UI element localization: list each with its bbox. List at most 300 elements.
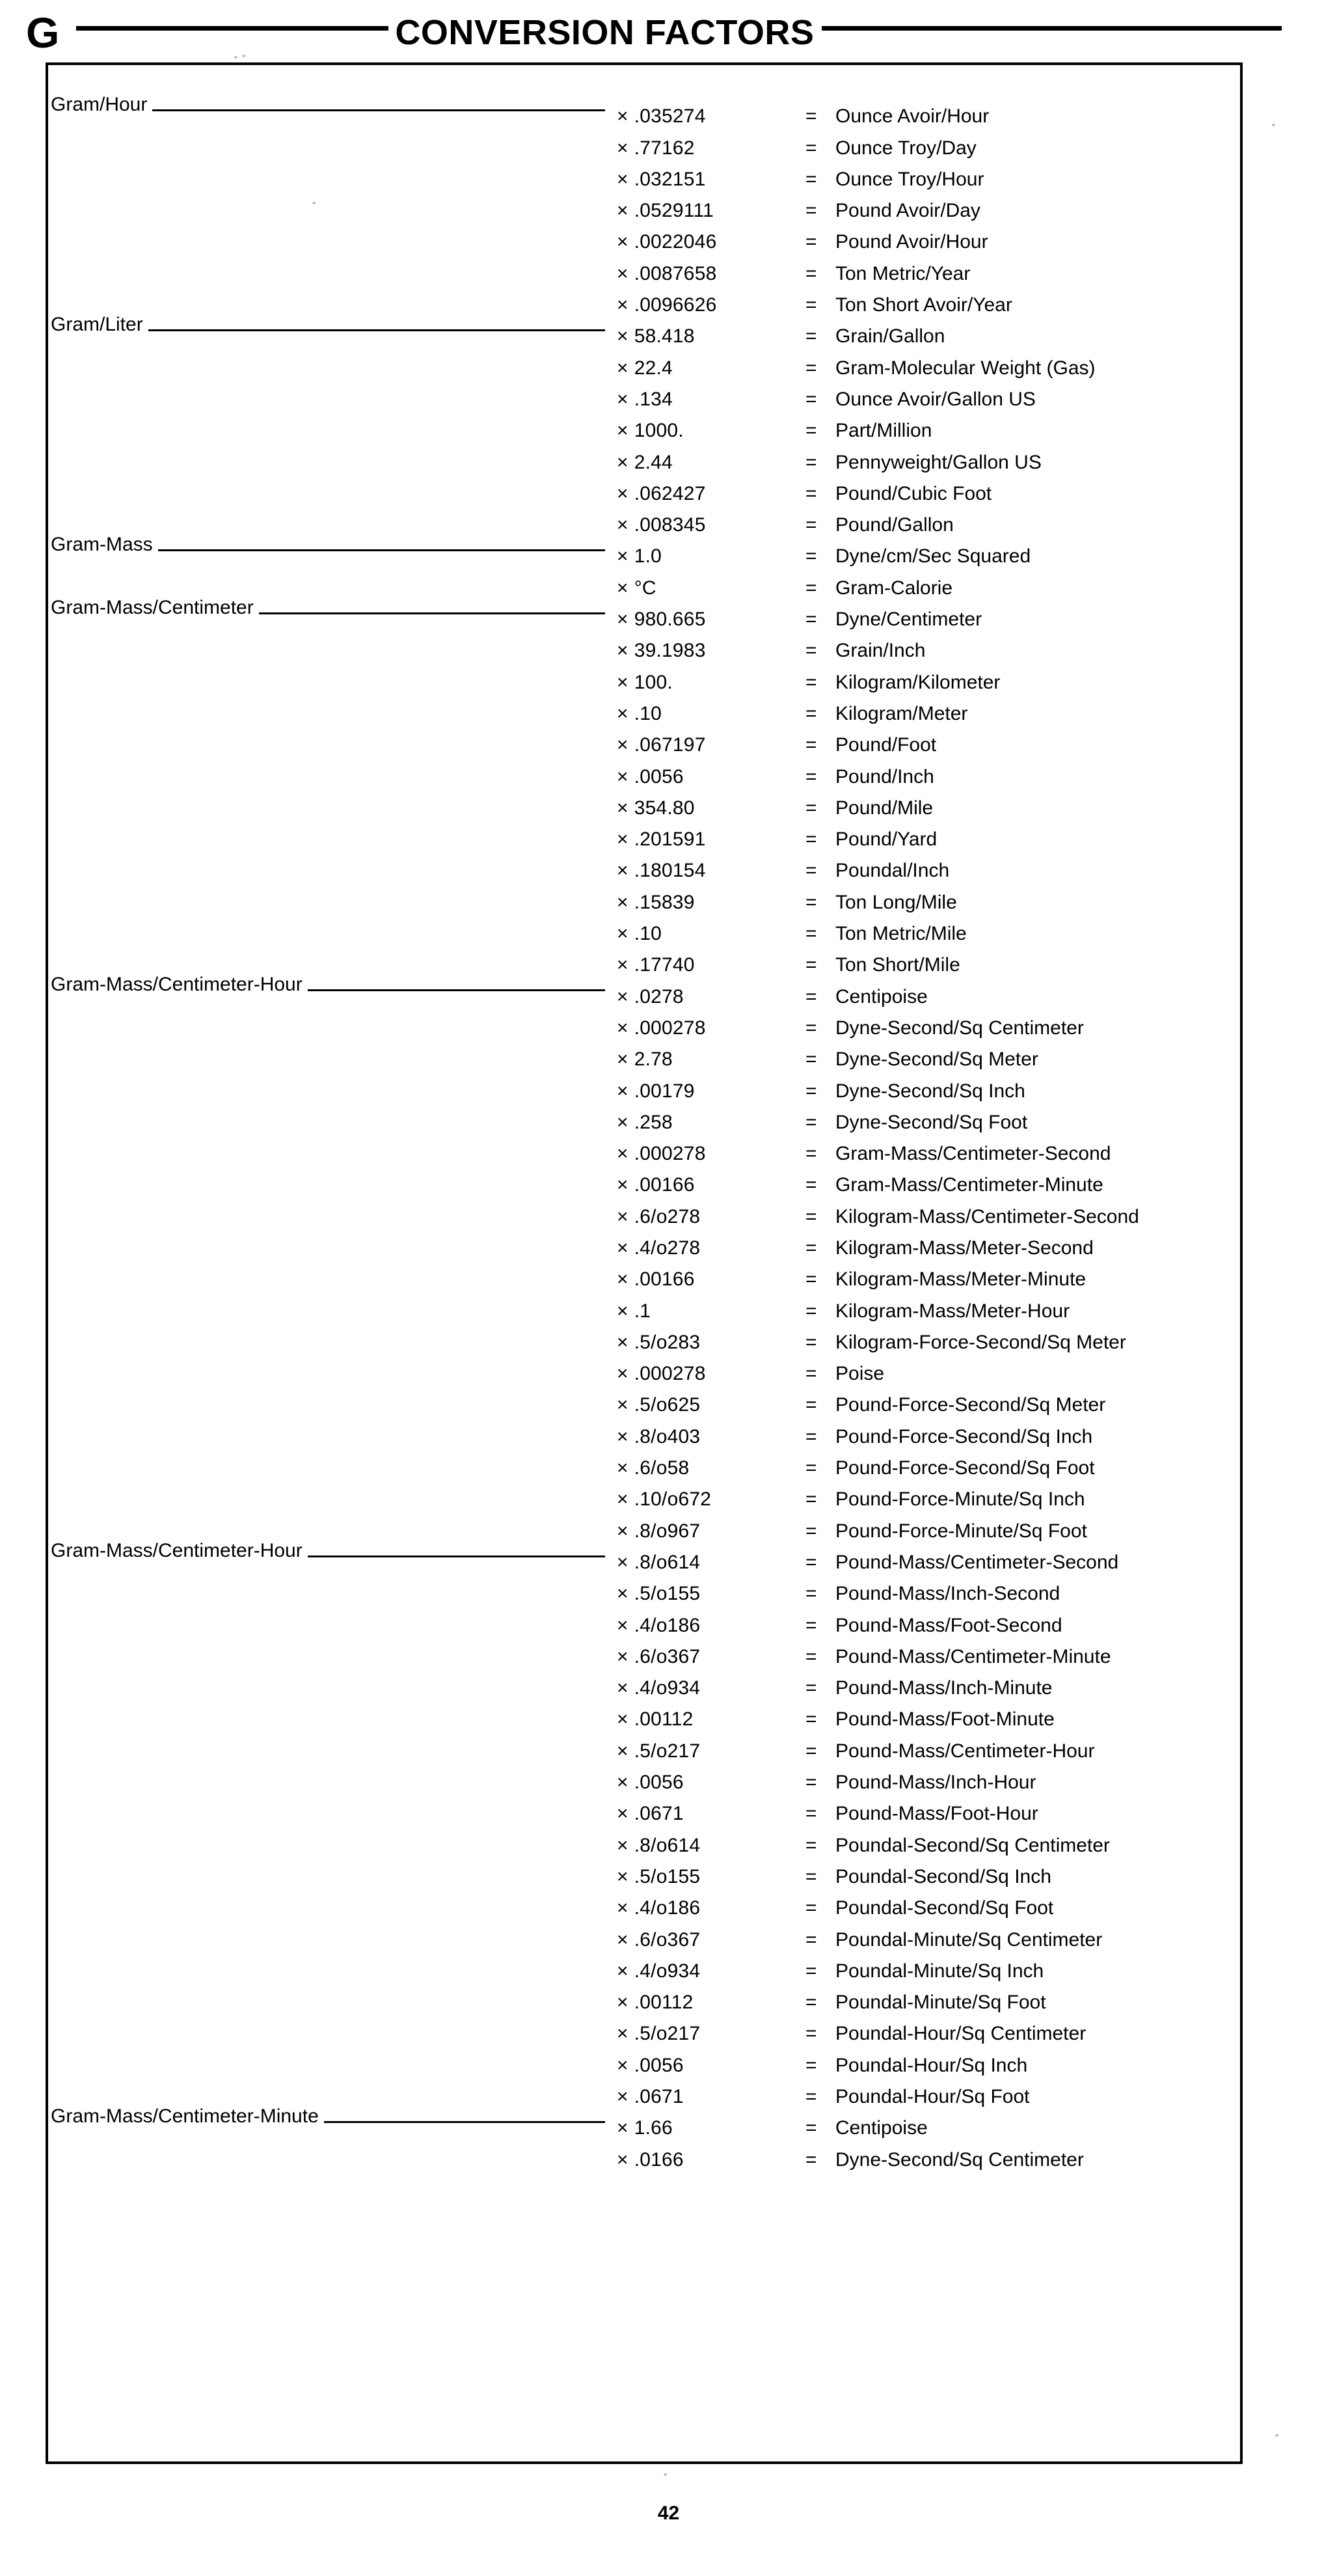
multiply-symbol: × (617, 1614, 628, 1636)
factor-cell (617, 1268, 805, 1291)
factor-value: .4/o186 (634, 1897, 701, 1919)
multiply-symbol: × (617, 294, 628, 316)
to-unit-label: Grain/Gallon (835, 325, 945, 348)
factor-value: .0056 (634, 2054, 684, 2076)
equals-symbol: = (805, 168, 817, 190)
multiply-symbol: × (617, 1520, 628, 1542)
equals-symbol: = (805, 923, 817, 945)
from-unit-cell (51, 1380, 617, 1411)
from-unit-cell (51, 1223, 617, 1254)
factor-value: .4/o186 (634, 1614, 701, 1636)
factor-cell (617, 797, 805, 819)
table-row (51, 91, 1241, 128)
to-unit-label: Pound/Cubic Foot (835, 482, 992, 504)
factor-cell (617, 294, 805, 316)
from-unit-cell (51, 1946, 617, 1977)
factor-value: .77162 (634, 137, 695, 159)
factor-value: .17740 (634, 954, 695, 976)
equals-symbol: = (805, 1960, 817, 1982)
to-unit-label: Pennyweight/Gallon US (835, 451, 1042, 473)
multiply-symbol: × (617, 1111, 628, 1133)
equals-symbol: = (805, 954, 817, 976)
equals-symbol: = (805, 1363, 817, 1385)
from-unit-cell (51, 1129, 617, 1160)
equals-symbol: = (805, 1677, 817, 1699)
from-unit-cell (51, 1537, 617, 1569)
equals-symbol: = (805, 1928, 817, 1951)
equals-symbol: = (805, 2054, 817, 2076)
multiply-symbol: × (617, 545, 628, 568)
factor-cell (617, 1615, 805, 1637)
from-unit-cell (51, 154, 617, 185)
factor-cell (617, 263, 805, 285)
from-unit-cell (51, 1977, 617, 2008)
from-unit-label: Gram/Liter (51, 314, 148, 336)
factor-cell (617, 609, 805, 631)
factor-value: .0056 (634, 765, 684, 788)
factor-value: .00112 (634, 1708, 694, 1731)
multiply-symbol: × (617, 420, 628, 442)
to-unit-label: Pound Avoir/Hour (835, 231, 988, 253)
equals-symbol: = (805, 1331, 817, 1353)
equals-symbol: = (805, 1048, 817, 1071)
factor-value: .6/o58 (634, 1457, 690, 1479)
from-unit-cell (51, 342, 617, 374)
from-unit-label: Gram-Mass (51, 534, 158, 556)
factor-cell (617, 169, 805, 191)
factor-cell (617, 860, 805, 882)
multiply-symbol: × (617, 829, 628, 851)
from-unit-cell (51, 469, 617, 500)
to-unit-label: Centipoise (835, 2117, 928, 2139)
multiply-symbol: × (617, 325, 628, 348)
factor-value: .0087658 (634, 262, 717, 284)
from-unit-cell (51, 751, 617, 782)
equals-symbol: = (805, 1897, 817, 1919)
factor-value: .5/o155 (634, 1865, 701, 1887)
from-unit-label: Gram-Mass/Centimeter (51, 597, 259, 619)
page-header (26, 5, 1282, 60)
to-unit-label: Ounce Troy/Hour (835, 168, 984, 190)
from-unit-cell (51, 1474, 617, 1505)
factor-cell (617, 1866, 805, 1888)
page-number: 42 (657, 2502, 680, 2524)
to-unit-label: Ton Short/Mile (835, 954, 960, 976)
factor-cell (617, 2149, 805, 2171)
equals-symbol: = (805, 1992, 817, 2014)
factor-value: .201591 (634, 829, 706, 851)
factor-cell (617, 829, 805, 851)
multiply-symbol: × (617, 2054, 628, 2076)
factor-value: .134 (634, 388, 673, 410)
equals-symbol: = (805, 702, 817, 724)
factor-value: .5/o217 (634, 1740, 701, 1762)
factor-cell (617, 1457, 805, 1479)
equals-symbol: = (805, 2148, 817, 2171)
equals-symbol: = (805, 357, 817, 379)
from-unit-cell (51, 1411, 617, 1442)
to-unit-label: Pound-Force-Minute/Sq Inch (835, 1488, 1085, 1511)
factor-cell (617, 923, 805, 945)
multiply-symbol: × (617, 2117, 628, 2139)
from-unit-cell (51, 845, 617, 877)
multiply-symbol: × (617, 168, 628, 190)
to-unit-label: Poundal-Hour/Sq Centimeter (835, 2023, 1087, 2045)
equals-symbol: = (805, 1551, 817, 1573)
factor-value: 1000. (634, 420, 684, 442)
to-unit-label: Gram-Molecular Weight (Gas) (835, 357, 1096, 379)
equals-symbol: = (805, 1017, 817, 1039)
multiply-symbol: × (617, 1205, 628, 1227)
factor-value: .035274 (634, 105, 706, 128)
factor-value: 2.78 (634, 1048, 673, 1071)
conversion-table (51, 91, 1241, 2171)
multiply-symbol: × (617, 137, 628, 159)
from-unit-label: Gram/Hour (51, 94, 152, 116)
from-unit-cell (51, 1065, 617, 1097)
multiply-symbol: × (617, 1803, 628, 1825)
equals-symbol: = (805, 1080, 817, 1102)
multiply-symbol: × (617, 357, 628, 379)
to-unit-label: Kilogram-Force-Second/Sq Meter (835, 1331, 1126, 1353)
factor-value: .0166 (634, 2148, 684, 2171)
factor-value: .6/o367 (634, 1645, 701, 1667)
to-unit-label: Kilogram/Meter (835, 702, 968, 724)
from-unit-cell (51, 971, 617, 1002)
equals-symbol: = (805, 1268, 817, 1291)
factor-cell (617, 514, 805, 536)
factor-cell (617, 325, 805, 348)
equals-symbol: = (805, 1803, 817, 1825)
multiply-symbol: × (617, 2086, 628, 2107)
scan-speck (1275, 2434, 1278, 2437)
equals-symbol: = (805, 1425, 817, 1447)
equals-symbol: = (805, 640, 817, 662)
multiply-symbol: × (617, 482, 628, 504)
factor-value: 2.44 (634, 451, 673, 473)
from-unit-cell (51, 1632, 617, 1663)
from-unit-cell (51, 1349, 617, 1380)
factor-value: .032151 (634, 168, 706, 190)
to-unit-label: Kilogram-Mass/Centimeter-Second (835, 1205, 1139, 1227)
to-unit-label: Poise (835, 1363, 885, 1385)
factor-cell (617, 1237, 805, 1259)
equals-symbol: = (805, 1645, 817, 1667)
factor-cell (617, 640, 805, 662)
factor-cell (617, 1174, 805, 1196)
to-unit-label: Poundal/Inch (835, 860, 950, 882)
multiply-symbol: × (617, 1772, 628, 1794)
scan-speck (242, 55, 245, 57)
factor-value: .00179 (634, 1080, 695, 1102)
from-unit-cell (51, 562, 617, 594)
multiply-symbol: × (617, 577, 628, 599)
factor-value: .258 (634, 1111, 673, 1133)
from-unit-cell (51, 940, 617, 971)
equals-symbol: = (805, 1772, 817, 1794)
to-unit-label: Poundal-Second/Sq Inch (835, 1865, 1051, 1887)
to-unit-label: Ton Metric/Mile (835, 923, 967, 945)
from-unit-cell (51, 1914, 617, 1945)
factor-value: .00112 (634, 1992, 694, 2014)
to-unit-label: Pound-Mass/Foot-Minute (835, 1708, 1055, 1731)
from-unit-cell (51, 280, 617, 311)
to-unit-label: Dyne-Second/Sq Centimeter (835, 2148, 1084, 2171)
equals-symbol: = (805, 1865, 817, 1887)
factor-cell (617, 1929, 805, 1951)
from-unit-cell (51, 248, 617, 279)
factor-value: .0671 (634, 2086, 684, 2107)
factor-cell (617, 1363, 805, 1385)
equals-symbol: = (805, 2023, 817, 2045)
multiply-symbol: × (617, 1708, 628, 1731)
to-unit-label: Pound-Mass/Inch-Hour (835, 1772, 1036, 1794)
multiply-symbol: × (617, 262, 628, 284)
multiply-symbol: × (617, 1174, 628, 1196)
factor-value: .8/o614 (634, 1551, 701, 1573)
factor-cell (617, 105, 805, 128)
multiply-symbol: × (617, 1677, 628, 1699)
equals-symbol: = (805, 765, 817, 788)
factor-value: .15839 (634, 891, 695, 913)
to-unit-label: Kilogram-Mass/Meter-Minute (835, 1268, 1087, 1291)
from-unit-cell (51, 625, 617, 657)
from-unit-cell (51, 1160, 617, 1191)
equals-symbol: = (805, 2086, 817, 2107)
factor-cell (617, 577, 805, 599)
from-unit-cell (51, 1317, 617, 1349)
factor-cell (617, 1080, 805, 1103)
multiply-symbol: × (617, 1457, 628, 1479)
to-unit-label: Poundal-Second/Sq Centimeter (835, 1834, 1110, 1856)
equals-symbol: = (805, 1583, 817, 1605)
factor-value: .000278 (634, 1363, 706, 1385)
factor-value: 22.4 (634, 357, 673, 379)
equals-symbol: = (805, 388, 817, 410)
from-unit-cell (51, 1820, 617, 1851)
factor-cell (617, 1017, 805, 1039)
factor-value: °C (634, 577, 656, 599)
factor-value: .0278 (634, 985, 684, 1007)
equals-symbol: = (805, 1708, 817, 1731)
factor-cell (617, 1960, 805, 1982)
to-unit-label: Poundal-Minute/Sq Inch (835, 1960, 1044, 1982)
multiply-symbol: × (617, 891, 628, 913)
to-unit-label: Grain/Inch (835, 640, 926, 662)
equals-symbol: = (805, 325, 817, 348)
from-unit-cell (51, 2072, 617, 2103)
equals-symbol: = (805, 294, 817, 316)
factor-cell (617, 200, 805, 222)
factor-value: .062427 (634, 482, 706, 504)
scan-speck (1272, 124, 1275, 126)
to-unit-label: Pound Avoir/Day (835, 200, 980, 222)
factor-value: 100. (634, 671, 673, 693)
equals-symbol: = (805, 891, 817, 913)
equals-symbol: = (805, 231, 817, 253)
scan-speck (664, 2473, 667, 2476)
to-unit-label: Dyne/Centimeter (835, 609, 982, 631)
from-unit-cell (51, 185, 617, 217)
factor-cell (617, 1897, 805, 1919)
multiply-symbol: × (617, 765, 628, 788)
factor-cell (617, 1426, 805, 1448)
from-unit-cell (51, 2134, 617, 2165)
factor-cell (617, 545, 805, 568)
factor-value: 980.665 (634, 609, 706, 631)
multiply-symbol: × (617, 1865, 628, 1887)
factor-cell (617, 2117, 805, 2139)
equals-symbol: = (805, 609, 817, 631)
equals-symbol: = (805, 1237, 817, 1259)
to-unit-label: Dyne/cm/Sec Squared (835, 545, 1031, 568)
multiply-symbol: × (617, 1583, 628, 1605)
from-unit-cell (51, 594, 617, 625)
from-unit-cell (51, 1097, 617, 1129)
from-unit-cell (51, 2103, 617, 2134)
to-unit-label: Gram-Mass/Centimeter-Second (835, 1143, 1111, 1165)
from-unit-cell (51, 689, 617, 720)
from-unit-cell (51, 405, 617, 437)
to-unit-label: Pound/Gallon (835, 514, 954, 536)
from-unit-cell (51, 1003, 617, 1034)
factor-value: .8/o403 (634, 1425, 701, 1447)
factor-value: 58.418 (634, 325, 695, 348)
to-unit-label: Poundal-Minute/Sq Centimeter (835, 1928, 1103, 1951)
multiply-symbol: × (617, 1237, 628, 1259)
from-unit-cell (51, 720, 617, 751)
factor-cell (617, 703, 805, 725)
factor-cell (617, 1992, 805, 2014)
multiply-symbol: × (617, 231, 628, 253)
multiply-symbol: × (617, 2023, 628, 2045)
to-unit-label: Pound-Mass/Inch-Second (835, 1583, 1060, 1605)
from-unit-cell (51, 2040, 617, 2071)
factor-cell (617, 137, 805, 159)
from-unit-cell (51, 909, 617, 940)
factor-value: .4/o934 (634, 1677, 701, 1699)
factor-cell (617, 1583, 805, 1605)
multiply-symbol: × (617, 1363, 628, 1385)
from-unit-cell (51, 2008, 617, 2040)
page-title: CONVERSION FACTORS (395, 13, 815, 52)
to-unit-label: Pound/Mile (835, 797, 934, 819)
multiply-symbol: × (617, 640, 628, 662)
from-unit-label: Gram-Mass/Centimeter-Hour (51, 974, 308, 996)
multiply-symbol: × (617, 2148, 628, 2171)
to-unit-label: Dyne-Second/Sq Foot (835, 1111, 1028, 1133)
equals-symbol: = (805, 545, 817, 568)
from-unit-cell (51, 1254, 617, 1285)
equals-symbol: = (805, 451, 817, 473)
multiply-symbol: × (617, 1551, 628, 1573)
from-unit-cell (51, 814, 617, 845)
equals-symbol: = (805, 1834, 817, 1856)
to-unit-label: Pound/Inch (835, 765, 934, 788)
to-unit-label: Part/Million (835, 420, 932, 442)
to-unit-label: Pound/Foot (835, 734, 937, 756)
multiply-symbol: × (617, 200, 628, 222)
to-unit-label: Dyne-Second/Sq Inch (835, 1080, 1025, 1102)
from-unit-cell (51, 217, 617, 248)
factor-cell (617, 986, 805, 1008)
factor-value: .8/o614 (634, 1834, 701, 1856)
factor-cell (617, 1394, 805, 1416)
equals-symbol: = (805, 105, 817, 128)
equals-symbol: = (805, 985, 817, 1007)
multiply-symbol: × (617, 609, 628, 631)
multiply-symbol: × (617, 954, 628, 976)
to-unit-label: Poundal-Second/Sq Foot (835, 1897, 1054, 1919)
from-unit-cell (51, 1505, 617, 1537)
factor-cell (617, 1772, 805, 1794)
factor-cell (617, 1677, 805, 1699)
equals-symbol: = (805, 1614, 817, 1636)
equals-symbol: = (805, 514, 817, 536)
factor-cell (617, 1646, 805, 1668)
equals-symbol: = (805, 1394, 817, 1416)
from-unit-cell (51, 437, 617, 468)
factor-value: .000278 (634, 1017, 706, 1039)
to-unit-label: Kilogram/Kilometer (835, 671, 1001, 693)
multiply-symbol: × (617, 1425, 628, 1447)
multiply-symbol: × (617, 1017, 628, 1039)
to-unit-label: Ton Long/Mile (835, 891, 957, 913)
factor-cell (617, 2055, 805, 2077)
multiply-symbol: × (617, 1992, 628, 2014)
factor-value: .10/o672 (634, 1488, 712, 1511)
from-unit-cell (51, 122, 617, 154)
multiply-symbol: × (617, 1268, 628, 1291)
factor-value: .5/o283 (634, 1331, 701, 1353)
factor-cell (617, 892, 805, 914)
multiply-symbol: × (617, 514, 628, 536)
from-unit-cell (51, 531, 617, 562)
to-unit-label: Pound-Force-Second/Sq Meter (835, 1394, 1106, 1416)
equals-symbol: = (805, 1174, 817, 1196)
section-letter: G (26, 8, 60, 57)
equals-symbol: = (805, 577, 817, 599)
from-unit-cell (51, 1285, 617, 1317)
factor-value: .5/o217 (634, 2023, 701, 2045)
from-unit-cell (51, 1725, 617, 1757)
equals-symbol: = (805, 482, 817, 504)
equals-symbol: = (805, 2117, 817, 2139)
equals-symbol: = (805, 420, 817, 442)
multiply-symbol: × (617, 1300, 628, 1322)
multiply-symbol: × (617, 702, 628, 724)
factor-value: .180154 (634, 860, 706, 882)
from-unit-cell (51, 1569, 617, 1600)
multiply-symbol: × (617, 1331, 628, 1353)
factor-cell (617, 2023, 805, 2045)
to-unit-label: Ounce Avoir/Hour (835, 105, 990, 128)
from-unit-cell (51, 1694, 617, 1725)
factor-value: .4/o278 (634, 1237, 701, 1259)
from-unit-label: Gram-Mass/Centimeter-Hour (51, 1540, 308, 1562)
factor-value: .6/o278 (634, 1205, 701, 1227)
from-unit-cell (51, 1757, 617, 1788)
from-unit-cell (51, 311, 617, 342)
to-unit-label: Poundal-Minute/Sq Foot (835, 1992, 1046, 2014)
factor-cell (617, 1520, 805, 1542)
equals-symbol: = (805, 1488, 817, 1511)
from-unit-cell (51, 1191, 617, 1222)
equals-symbol: = (805, 671, 817, 693)
factor-cell (617, 389, 805, 411)
equals-symbol: = (805, 1143, 817, 1165)
factor-value: .8/o967 (634, 1520, 701, 1542)
